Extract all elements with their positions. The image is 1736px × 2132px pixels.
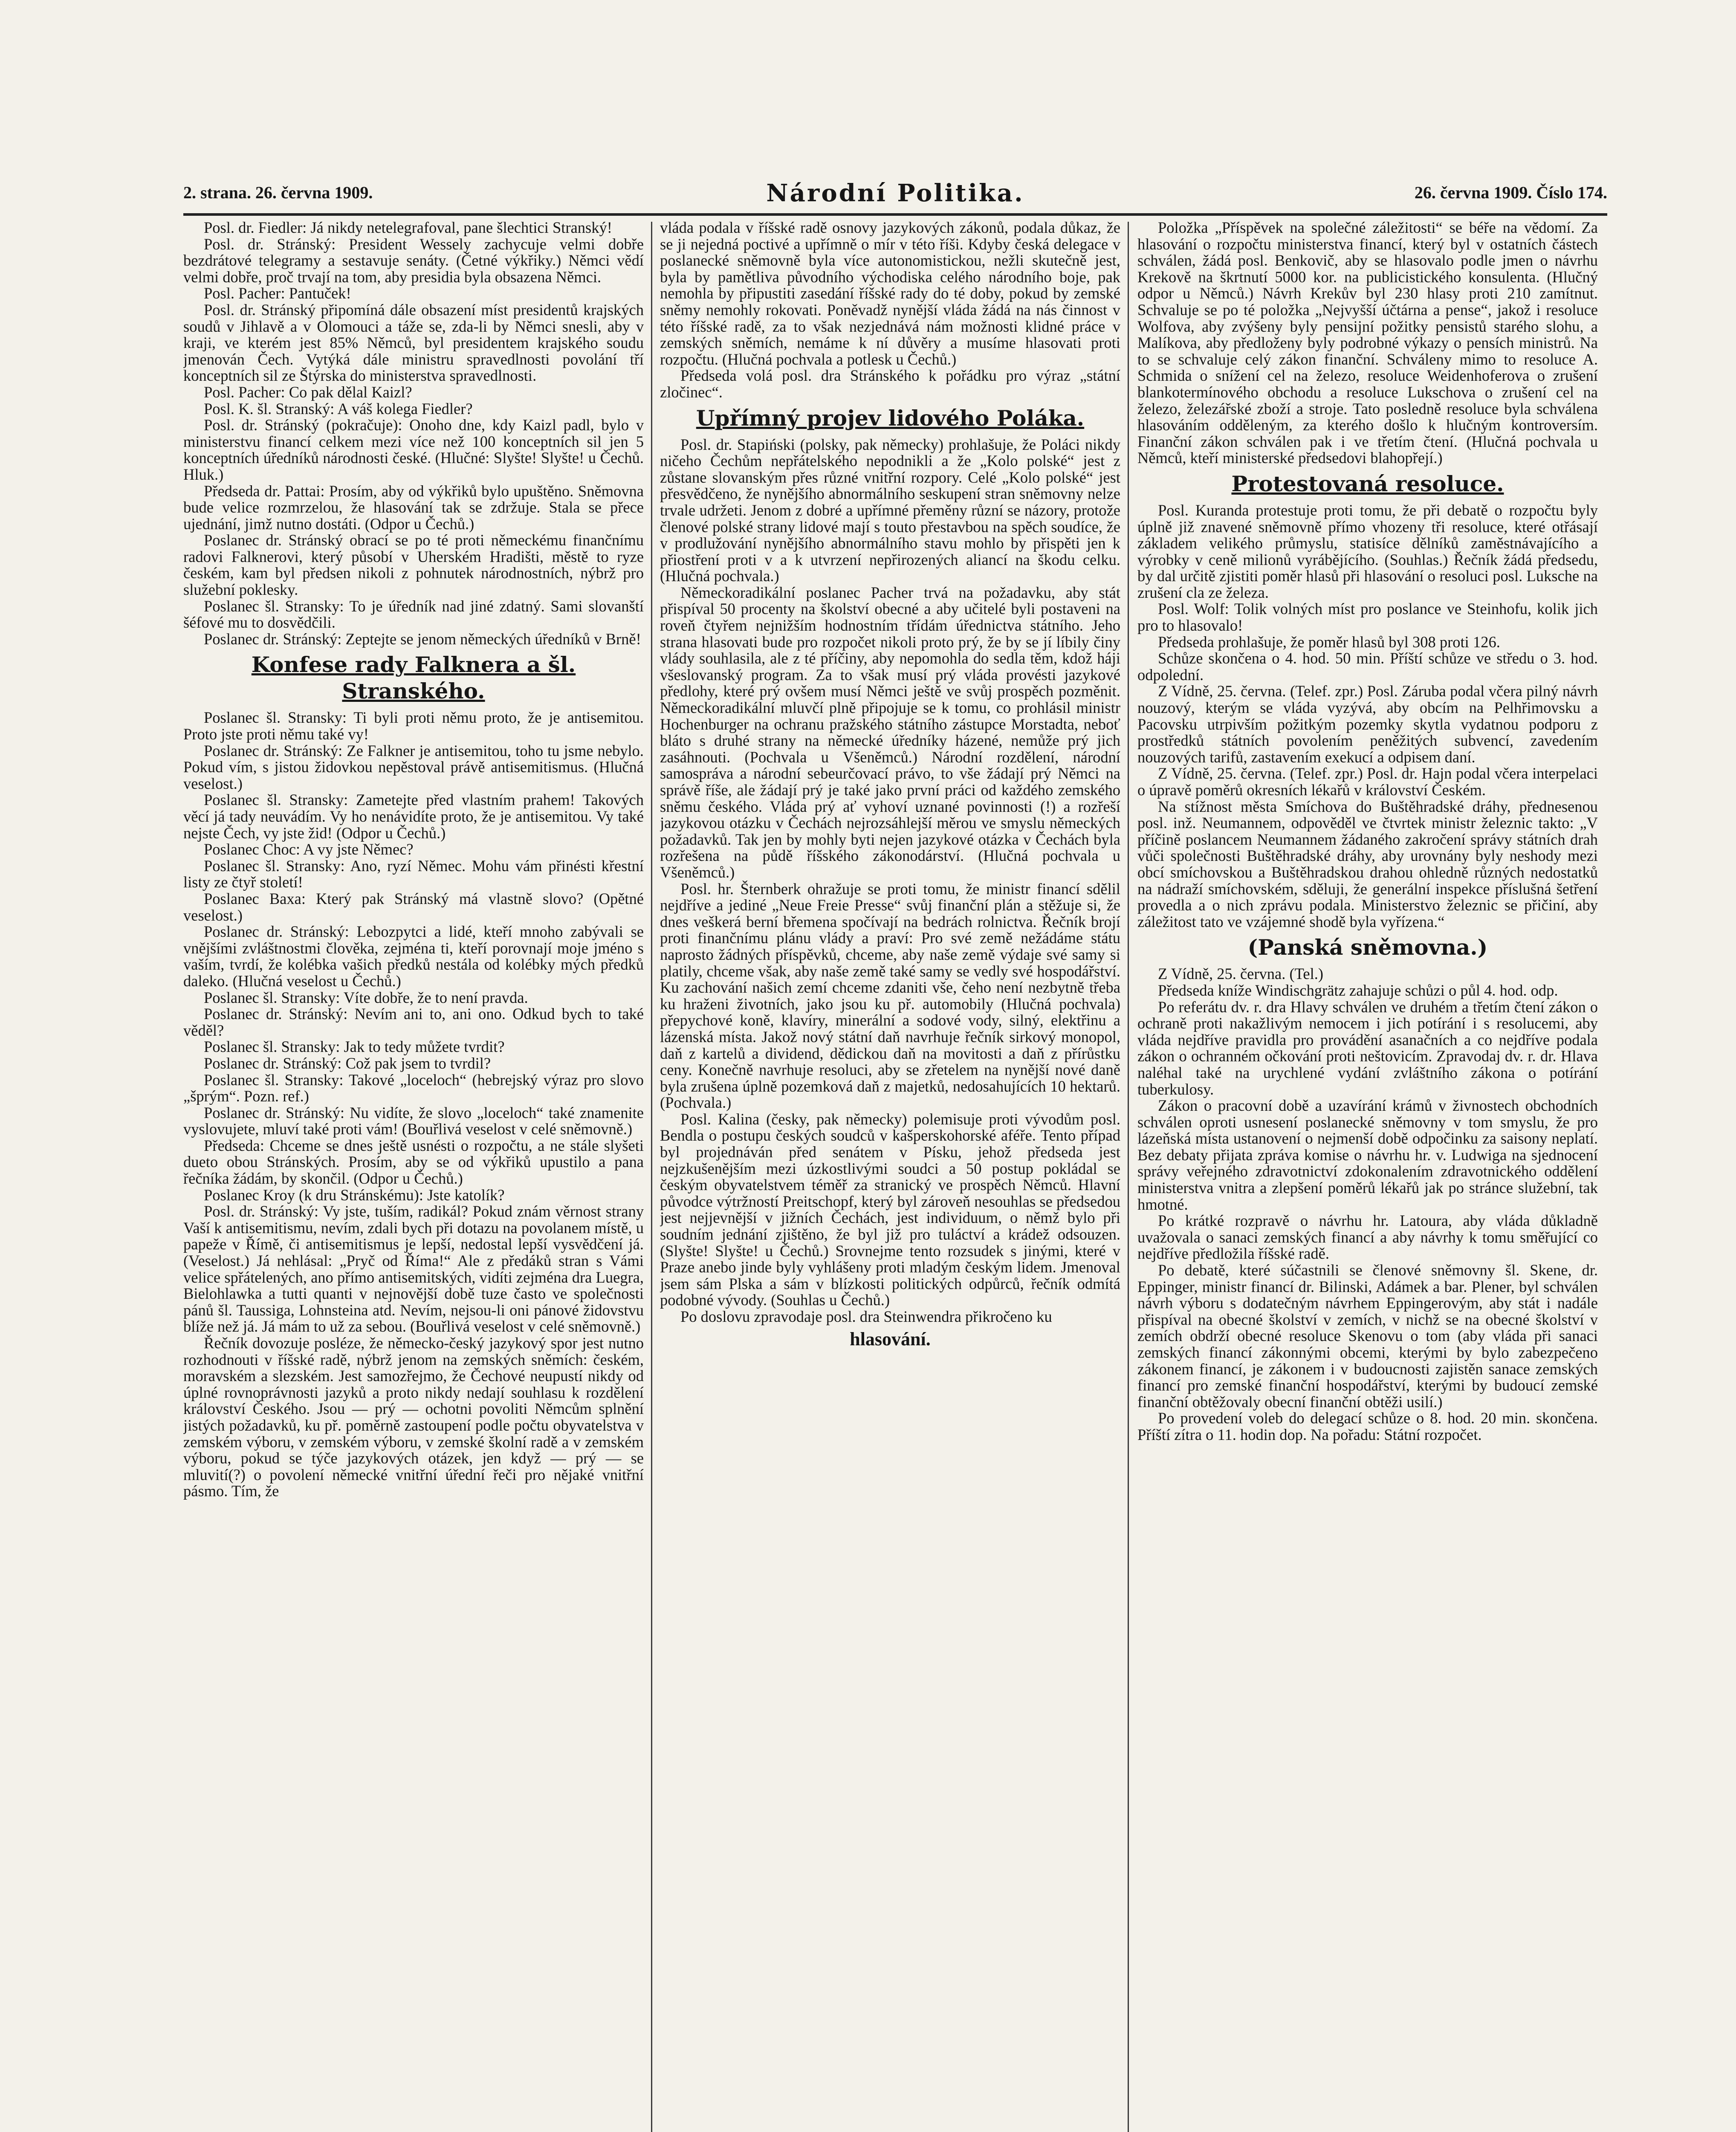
paragraph: Poslanec dr. Stránský: Což pak jsem to tvrdil? [204,1054,491,1072]
section-heading: Protestovaná resoluce. [1231,471,1504,496]
paragraph: Poslanec dr. Stránský obrací se po té proti německému finančnímu radovi Falknerovi, který působí v Uherském Hradišti, městě to ryze českém, kam byl předsen nikoli z pohnutek národnostních, nýbrž pro služební poklesky. [183,531,644,599]
paragraph: Posl. dr. Stránský (pokračuje): Onoho dne, kdy Kaizl padl, bylo v ministerstvu financí celkem mezi více než 100 konceptních sil jen 5 konceptních úředníků národnosti české. (Hlučné: Slyšte! Slyšte! u Čechů. Hluk.) [183,416,644,483]
header-issue-number: 26. června 1909. Číslo 174. [1414,183,1607,202]
header-page-date: 2. strana. 26. června 1909. [183,183,373,202]
paragraph: Německoradikální poslanec Pacher trvá na požadavku, aby stát přispíval 50 procenty na školství obecné a aby učitelé byli postaveni na roveň čtyřem nejnižším hodnostním třídám úřednictva státního. Jeho strana hlasovati bude pro rozpočet nikoli proto prý, že by se jí líbily činy vlády souhlasila, ale z té příčiny, aby nepomohla do sedla těm, kdož háji všeslovanský program. Za to však musí prý vláda provésti jazykové předlohy, které prý ovšem musí Němci ještě ve svůj prospěch pozměnit. Německoradikální mluvčí plně připojuje se k tomu, co prohlásil ministr Hochenburger na ochranu pražského státního zástupce Morstadta, neboť bláto s druhé strany na německé úředníky házené, nemůže prý jich zasáhnouti. (Pochvala u Všeněmců.) Národní rozdělení, národní samospráva a národní sebeurčovací právo, to vše žádají prý Němci na správě říše, ale žádají prý je také jako první práci od každého zemského sněmu českého. Vláda prý ať vyhoví uznané povinnosti (!) a rozřeší jazykovou otázku v Čechách nejrozsáhlejší měrou ve smyslu německých požadavků. Tak jen by mohly byti nejen jazykové otázka v Čechách byla rozřešena na půdě říšského zákonodárství. (Hlučná pochvala u Všeněmců.) [660,583,1120,881]
paragraph: Poslanec šl. Stransky: Ti byli proti němu proto, že je antisemitou. Proto jste proti němu také vy! [183,709,644,743]
paragraph: Posl. Kalina (česky, pak německy) polemisuje proti vývodům posl. Bendla o postupu českých soudců v kašperskohorské aféře. Tento případ byl projednáván před senátem v Písku, jehož předseda jest nejzkušenějším mezi úzkostlivými soudci a 50 postup pokládal se českým obyvatelstvem téměř za stranický ve prospěch Němců. Hlavní původce výtržností Preitschopf, který byl zároveň nesouhlas se předsedou jest nejjevnější v jižních Čechách, jest individuum, o němž bylo při soudním jednání zjištěno, že byl již pro tuláctví a krádež odsouzen. (Slyšte! Slyšte! u Čechů.) Srovnejme tento rozsudek s jinými, které v Praze anebo jinde byly vyhlášeny proti mladým českým lidem. Jmenoval jsem sám Plska a sám v blízkosti politických odpůrců, řečník odmítá podobné vývody. (Souhlas u Čechů.) [660,1110,1120,1309]
paragraph: Předseda volá posl. dra Stránského k pořádku pro výraz „státní zločinec“. [660,367,1120,401]
paragraph: Poslanec dr. Stránský: Ze Falkner je antisemitou, toho tu jsme nebylo. Pokud vím, s jistou židovkou nepěstoval právě antisemitismus. (Hlučná veselost.) [183,742,644,792]
paragraph: Položka „Příspěvek na společné záležitosti“ se béře na vědomí. Za hlasování o rozpočtu ministerstva financí, který byl v ostatních částech schválen, žádá posl. Benkovič, aby se hlasovalo podle jmen o návrhu Krekově na škrtnutí 5000 kor. na publicistického konsulenta. (Hlučný odpor u Němců.) Návrh Krekův byl 230 hlasy proti 210 zamítnut. Schvaluje se po té položka „Nejvyšší účtárna a pense“, jakož i resoluce Wolfova, aby zvýšeny byly pensijní požitky pensistů starého slohu, a Malíkova, aby předloženy byly podrobné výkazy o pensích ministrů. Na to se schvaluje celý zákon finanční. Schváleny mimo to resoluce A. Schmida o snížení cel na železo, resoluce Weidenhoferova o zrušení blankotermínového obchodu a resoluce Lukschova o zrušení cel na železo, železářské zboží a stroje. Tato posledně resoluce byla schválena hlasováním odděleným, za kterého došlo k hlučným kontroversím. Finanční zákon schválen pak i ve třetím čtení. (Hlučná pochvala u Němců, kteří ministerské předsedovi blahopřejí.) [1137,220,1598,467]
paragraph: Posl. dr. Stránský: President Wessely zachycuje velmi dobře bezdrátové telegramy a sestavuje senáty. (Četné výkřiky.) Němci vědí velmi dobře, proč trvají na tom, aby presidia byla obsazena Němci. [183,235,644,286]
paragraph: Poslanec šl. Stransky: To je úředník nad jiné zdatný. Sami slovanští šéfové mu to dosvědčili. [183,597,644,631]
section-heading: hlasování. [850,1328,931,1350]
section-heading: Upřímný projev lidového Poláka. [696,405,1085,431]
paragraph: Poslanec dr. Stránský: Zeptejte se jenom německých úředníků v Brně! [204,630,641,648]
section-heading: (Panská sněmovna.) [1247,935,1488,960]
paragraph: Z Vídně, 25. června. (Tel.) [1158,965,1323,983]
paragraph: Předseda kníže Windischgrätz zahajuje schůzi o půl 4. hod. odp. [1158,981,1558,999]
paragraph: Po krátké rozpravě o návrhu hr. Latoura, aby vláda důkladně uvažovala o sanaci zemských financí a aby návrhy k tomu směřující co nejdříve předložila říšské radě. [1137,1212,1598,1263]
column-1 [183,220,644,2132]
column-2 [660,220,1120,2132]
masthead-title: Národní Politika. [766,179,1024,207]
column-divider [1128,222,1129,2132]
paragraph: Poslanec Kroy (k dru Stránskému): Jste katolík? [204,1186,505,1204]
column-divider [651,222,652,2132]
paragraph: Poslanec šl. Stransky: Ano, ryzí Němec. Mohu vám přinésti křestní listy ze čtyř století! [183,857,644,891]
paragraph: Předseda dr. Pattai: Prosím, aby od výkřiků bylo upuštěno. Sněmovna bude velice rozmrzelou, že hlasování tak se zdržuje. Stala se přece ujednání, jimž nutno dostáti. (Odpor u Čechů.) [183,482,644,533]
paragraph: Poslanec dr. Stránský: Nevím ani to, ani ono. Odkud bych to také věděl? [183,1005,644,1039]
paragraph: Posl. K. šl. Stranský: A váš kolega Fiedler? [204,400,473,417]
paragraph: Z Vídně, 25. června. (Telef. zpr.) Posl. dr. Hajn podal včera interpelaci o úpravě poměrů okresních lékařů v království Českém. [1137,765,1598,799]
paragraph: Posl. hr. Šternberk ohražuje se proti tomu, že ministr financí sdělil nejdříve a jediné „Neue Freie Presse“ svůj finanční plán a stěžuje si, že dnes veškerá berní břemena spočívají na bedrách rolnictva. Řečník brojí proti finančnímu plánu vlády a praví: Pro své země nežádáme státu naprosto žádných příspěvků, chceme, aby naše země výdaje své samy si platily, chceme však, aby naše země také samy se vedly své hospodářství. Ku zachování našich zemí chceme zdaniti vše, čeho není nezbytně třeba ku hraženi životních, jako jsou ku př. automobily (Hlučná pochvala) přepychové koně, klavíry, minerální a sodové vody, silný, elektřinu a lázenská místa. Jakož nový státní daň navrhuje řečník sirkový monopol, daň z kartelů a dividend, dědickou daň na movitosti a daň z přírůstku ceny. Konečně navrhuje resoluci, aby se zřetelem na nynější nové daně byla zrušena úplně pozemková daň z majetků, nedosahujících 10 hektarů. (Pochvala.) [660,880,1120,1112]
paragraph: Posl. dr. Fiedler: Já nikdy netelegrafoval, pane šlechtici Stranský! [204,220,612,236]
paragraph: Řečník dovozuje posléze, že německo-český jazykový spor jest nutno rozhodnouti v říšské radě, nýbrž jenom na zemských sněmích: českém, moravském a slezském. Jest samozřejmo, že Čechové neupustí nikdy od úplné rovnoprávnosti jazyků a proto nikdy nedají souhlasu k rozdělení království Českého. Jsou — prý — ochotni povoliti Němcům splnění jistých požadavků, ku př. poměrně zastoupení podle počtu obyvatelstva v zemském výboru, v zemském výboru, v zemské školní radě a v zemském výboru, pokud se týče jazykových otázek, jen když — prý — se mluvití(?) o povolení německé vnitřní úřední řeči pro nějaké vnitřní pásmo. Tím, že [183,1334,644,1500]
paragraph: Poslanec šl. Stransky: Víte dobře, že to není pravda. [204,988,528,1006]
paragraph: Po doslovu zpravodaje posl. dra Steinwendra přikročeno ku [680,1308,1052,1325]
paragraph: Předseda prohlašuje, že poměr hlasů byl 308 proti 126. [1158,633,1500,651]
paragraph: Posl. dr. Stránský: Vy jste, tuším, radikál? Pokud znám věrnost strany Vaší k antisemitismu, nevím, zdali bych při dotazu na povolanem místě, u papeže v Římě, či antisemitismus je lepší, nedostal lepší vysvědčení já. (Veselost.) Já nehlásal: „Pryč od Říma!“ Ale z předáků stran s Vámi velice spřátelených, ano přímo antisemitských, vidíti zejména dra Luegra, Bielohlawka a tutti quanti v nejnovější době tuze často ve společnosti pánů šl. Taussiga, Lohnsteina atd. Nevím, nejsou-li oni pánové židovstvu blíže než já. Já mám to už za sebou. (Bouřlivá veselost v celé sněmovně.) [183,1202,644,1335]
paragraph: Poslanec Choc: A vy jste Němec? [204,840,414,858]
paragraph: Posl. dr. Stapiński (polsky, pak německy) prohlašuje, že Poláci nikdy ničeho Čechům nepřátelského nepodnikli a že „Kolo polské“ jest z zůstane slovanským přes různé vnitřní rozpory. Celé „Kolo polské“ jest přesvědčeno, že nynějšího abnormálního seskupení stran sněmovny nelze trvale udržeti. Jenom z dobré a upřímné přeměny různí se názory, protože členové polské strany lidové mají s touto přestavbou na spěch soudíce, že v prodlužování nynějšího abnormálního stavu mohlo by přispěti jen k přiostření proti v a k utvrzení nepřirozených aliancí na škodu celku. (Hlučná pochvala.) [660,435,1120,585]
paragraph: Poslanec šl. Stransky: Jak to tedy můžete tvrdit? [204,1038,505,1056]
paragraph: Z Vídně, 25. června. (Telef. zpr.) Posl. Záruba podal včera pilný návrh nouzový, kterým se vláda vyzývá, aby obcím na Pelhřimovsku a Pacovsku utrpivším požitkým pozemky skytla vydatnou podporu z prostředků státních povolením peněžitých subvencí, zavedením nouzových tarifů, zastavením exekucí a odpisem daní. [1137,682,1598,766]
paragraph: Poslanec šl. Stransky: Takové „loceloch“ (hebrejský výraz pro slovo „šprým“. Pozn. ref.) [183,1071,644,1105]
paragraph: Posl. Wolf: Tolik volných míst pro poslance ve Steinhofu, kolik jich pro to hlasovalo! [1137,600,1598,634]
paragraph: Po referátu dv. r. dra Hlavy schválen ve druhém a třetím čtení zákon o ochraně proti nakažlivým nemocem i jich potírání i s resolucemi, aby vláda nejdříve pravidla pro provádění asanačních a co nejdříve podala zákon o ochranném očkování proti neštovicím. Zpravodaj dv. r. dr. Hlava naléhal také na urychlené vydání zvláštního zákona o potírání tuberkulosy. [1137,998,1598,1098]
paragraph: Po provedení voleb do delegací schůze o 8. hod. 20 min. skončena. Příští zítra o 11. hodin dop. Na pořadu: Státní rozpočet. [1137,1409,1598,1443]
page-header [183,179,1607,216]
paragraph: Předseda: Chceme se dnes ještě usnésti o rozpočtu, a ne stále slyšeti dueto obou Stránských. Prosím, aby se od výkřiků upustilo a pana řečníka žádám, by skončil. (Odpor u Čechů.) [183,1136,644,1188]
paragraph: Posl. Pacher: Pantuček! [204,284,351,302]
paragraph: Poslanec šl. Stransky: Zametejte před vlastním prahem! Takových věcí já tady neuvádím. Vy ho nenávidíte proto, že je antisemitou. Vy také nejste Čech, vy jste žid! (Odpor u Čechů.) [183,791,644,842]
paragraph: Na stížnost města Smíchova do Buštěhradské dráhy, přednesenou posl. inž. Neumannem, odpověděl ve čtvrtek ministr železnic takto: „V příčině poslancem Neumannem žádaného zakročení správy státních drah vůči společnosti Buštěhradské dráhy, aby urovnány byly neshody mezi obcí smíchovskou a Buštěhradskou drahou ohledně různých nedostatků na nádraží smíchovském, sděluji, že generální inspekce příslušná šetření provedla a o nich zprávu podala. Ministerstvo železnic se přičiní, aby záležitost tato ve vzájemné shodě byla vyřízena.“ [1137,797,1598,930]
paragraph: Posl. Pacher: Co pak dělal Kaizl? [204,383,412,401]
paragraph: vláda podala v říšské radě osnovy jazykových zákonů, podala důkaz, že se ji nejedná poctivé a upřímně o mír v této říši. Kdyby česká delegace v poslanecké sněmovně byla více autonomistickou, nežli skutečně jest, byla by pamětliva původního východiska celého národního boje, pak nemohla by připustiti zasedání říšské rady do té doby, pokud by zemské sněmy nemohly rokovati. Poněvadž nynější vláda žádá na nás činnost v této říšské radě, za to však nezjednává nám možnosti klidné práce v zemských sněmích, nemáme k ní důvěry a musíme hlasovati proti rozpočtu. (Hlučná pochvala a potlesk u Čechů.) [660,220,1120,368]
section-heading: Konfese rady Falknera a šl. Stranského. [251,652,576,704]
paragraph: Posl. dr. Stránský připomíná dále obsazení míst presidentů krajských soudů v Jihlavě a v Olomouci a táže se, zda-li by Němci snesli, aby v kraji, ve kterém jest 85% Němců, byl presidentem krajského soudu jmenován Čech. Vytýká dále ministru spravedlnosti povolání tří konceptních sil ze Štýrska do ministerstva spravedlnosti. [183,301,644,385]
paragraph: Poslanec dr. Stránský: Lebozpytci a lidé, kteří mnoho zabývali se vnějšími zvláštnostmi člověka, zejména ti, kteří porovnají moje jméno s vaším, tvrdí, že kolébka vašich předků nestála od kolébky mých předků daleko. (Hlučná veselost u Čechů.) [183,923,644,990]
column-3 [1137,220,1598,2132]
paragraph: Posl. Kuranda protestuje proti tomu, že při debatě o rozpočtu byly úplně již znavené sněmovně přímo vhozeny tři resoluce, které otřásají základem velikého průmyslu, statisíce dělníků zaměstnávajícího a výrobky v ceně milionů vyrábějícího. (Souhlas.) Řečník žádá předsedu, by dal určitě zjistiti poměr hlasů při hlasování o resoluci posl. Luksche na zrušení cla ze železa. [1137,501,1598,601]
paragraph: Schůze skončena o 4. hod. 50 min. Příští schůze ve středu o 3. hod. odpolední. [1137,649,1598,684]
paragraph: Poslanec Baxa: Který pak Stránský má vlastně slovo? (Opětné veselost.) [183,889,644,924]
paragraph: Poslanec dr. Stránský: Nu vidíte, že slovo „loceloch“ také znamenite vyslovujete, mluví také proti vám! (Bouřlivá veselost v celé sněmovně.) [183,1104,644,1138]
paragraph: Po debatě, které súčastnili se členové sněmovny šl. Skene, dr. Eppinger, ministr financí dr. Bilinski, Adámek a bar. Plener, byl schválen návrh výboru s dodatečným návrhem Eppingerovým, aby stát i nadále přispíval na obecné školství v zemích, v nichž se na obecné školství v zemích obdrží obecné resoluce Skenovu o tom (aby vláda při sanaci zemských financí zákonnými obcemi, kterými by bylo zabezpečeno zákonem financí, je zákonem i v budoucnosti zajistěn sanace zemských financí pro zemské finanční hospodářství, kterými by budoucí zemské finanční obtěžovaly obecní finanční obtěži usilí.) [1137,1261,1598,1411]
paragraph: Zákon o pracovní době a uzavírání krámů v živnostech obchodních schválen oproti usnesení poslanecké sněmovny v tom smyslu, že pro lázeňská místa ustanovení o nejmenší době odpočinku za saisony neplatí. Bez debaty přijata zpráva komise o návrhu hr. v. Ludwiga na sjednocení správy veřejného zdravotnictví zdokonalením zdravotnického oddělení ministerstva vnitra a zlepšení poměrů lékařů jak po stránce služební, tak hmotné. [1137,1097,1598,1213]
